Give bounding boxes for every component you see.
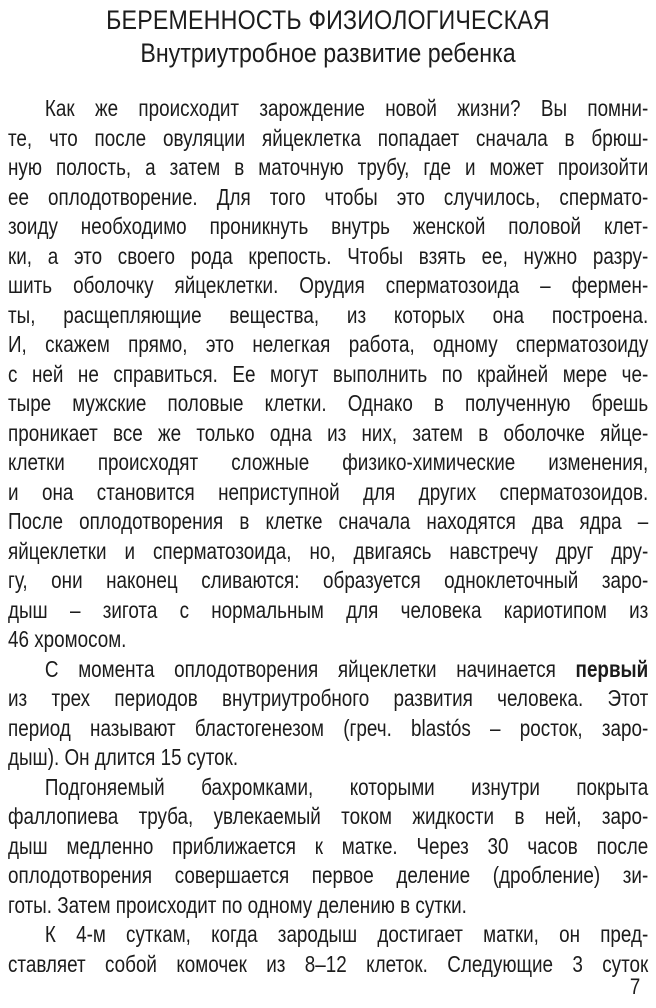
text-line: яйцеклетки и сперматозоида, но, двигаясь навстречу друг дру-: [8, 537, 649, 564]
text-line: ты, расщепляющие вещества, из которых она построена.: [8, 301, 649, 328]
text-line: дыш). Он длится 15 суток.: [8, 744, 239, 770]
text-line: зоиду необходимо проникнуть внутрь женской половой клет-: [8, 213, 649, 239]
text-line: После оплодотворения в клетке сначала находятся два ядра –: [8, 508, 649, 534]
text-line: дыш – зигота с нормальным для человека кариотипом из: [8, 596, 649, 623]
bold-term: первый: [575, 655, 649, 682]
text-line: ки, а это своего рода крепость. Чтобы взять ее, нужно разру-: [8, 242, 649, 269]
text-line: шить оболочку яйцеклетки. Орудия сперматозоида – фермен-: [8, 272, 649, 298]
text-line: дыш медленно приближается к матке. Через 30 часов после: [8, 832, 649, 859]
section-subtitle: Внутриутробное развитие ребенка: [140, 38, 516, 68]
text-line: период называют бластогенезом (греч. blastós – росток, заро-: [8, 714, 649, 741]
text-line: гу, они наконец сливаются: образуется одноклеточный заро-: [8, 567, 649, 593]
text-line: ставляет собой комочек из 8–12 клеток. Следующие 3 суток: [8, 950, 649, 977]
text-line: клетки происходят сложные физико-химические изменения,: [8, 449, 649, 475]
text-line: ее оплодотворение. Для того чтобы это случилось, спермато-: [8, 183, 649, 210]
text-line: с ней не справиться. Ее могут выполнить по крайней мере че-: [8, 360, 649, 387]
text-line: [8, 655, 648, 685]
chapter-title: БЕРЕМЕННОСТЬ ФИЗИОЛОГИЧЕСКАЯ: [106, 5, 550, 35]
page-number: 7: [629, 974, 640, 999]
text-line: те, что после овуляции яйцеклетка попадает сначала в брюш-: [8, 124, 649, 151]
text-line: Подгоняемый бахромками, которыми изнутри покрыта: [44, 773, 649, 800]
page-header: [0, 4, 656, 70]
text-run: С момента оплодотворения яйцеклетки начинается: [44, 655, 576, 682]
text-line: Как же происходит зарождение новой жизни? Вы помни-: [44, 95, 649, 121]
text-line: из трех периодов внутриутробного развития человека. Этот: [8, 685, 649, 711]
text-line: и она становится неприступной для других сперматозоидов.: [8, 478, 649, 505]
text-line: тыре мужские половые клетки. Однако в полученную брешь: [8, 390, 649, 416]
text-line: И, скажем прямо, это нелегкая работа, одному сперматозоиду: [8, 331, 649, 357]
text-line: 46 хромосом.: [8, 626, 127, 652]
body-text: [8, 94, 648, 979]
text-line: оплодотворения совершается первое деление (дробление) зи-: [8, 862, 649, 888]
text-line: К 4-м суткам, когда зародыш достигает матки, он пред-: [44, 921, 649, 947]
text-line: проникает все же только одна из них, затем в оболочке яйце-: [8, 419, 649, 446]
text-line: ную полость, а затем в маточную трубу, где и может произойти: [8, 154, 649, 180]
text-line: готы. Затем происходит по одному делению в сутки.: [8, 891, 467, 918]
text-line: фаллопиева труба, увлекаемый током жидкости в ней, заро-: [8, 803, 649, 829]
